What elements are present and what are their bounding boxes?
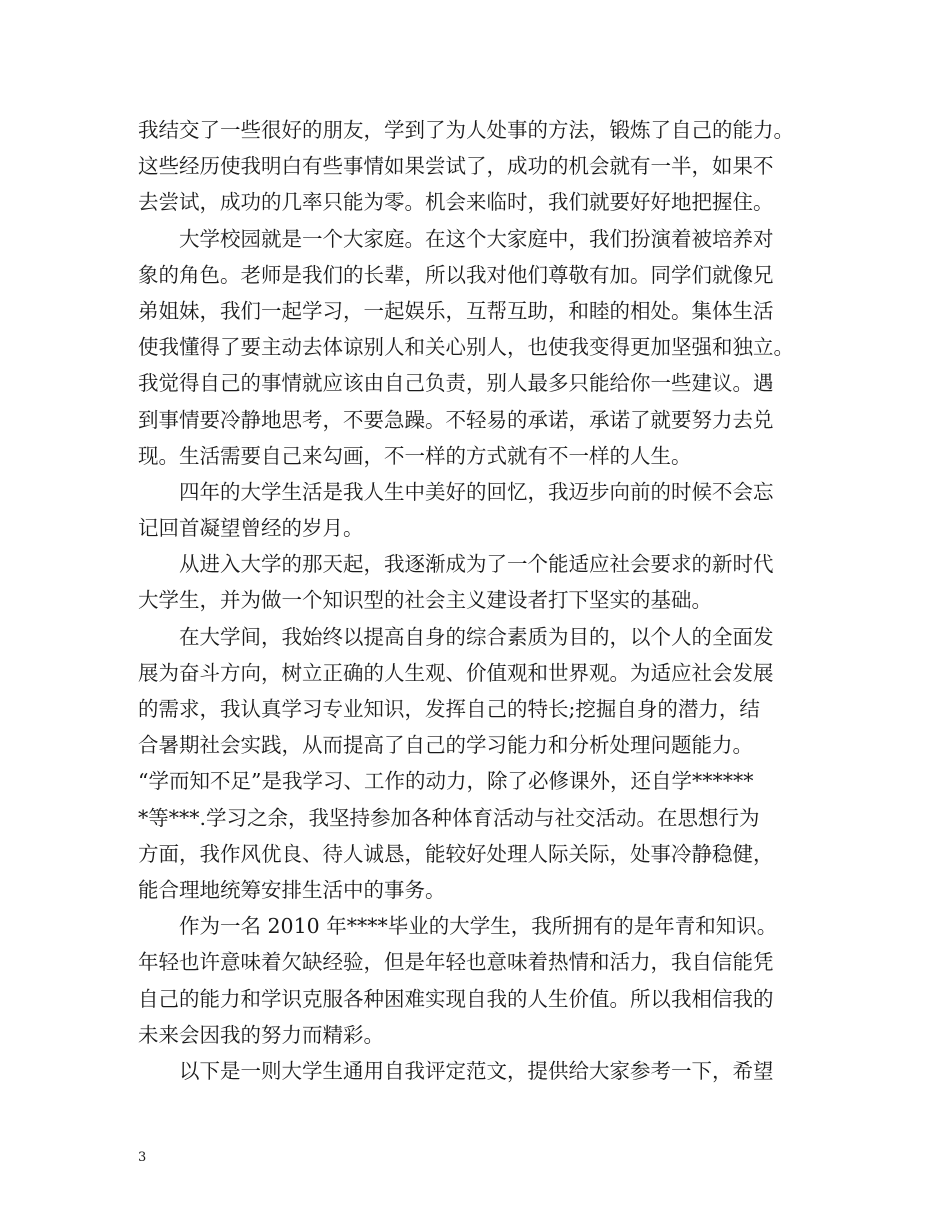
text-line: 到事情要冷静地思考，不要急躁。不轻易的承诺，承诺了就要努力去兑 [138,407,774,432]
text-line: 合暑期社会实践，从而提高了自己的学习能力和分析处理问题能力。 [138,733,753,758]
text-line: 我觉得自己的事情就应该由自己负责，别人最多只能给你一些建议。遇 [138,371,774,396]
text-line: 现。生活需要自己来勾画，不一样的方式就有不一样的人生。 [138,443,692,468]
text-line: 未来会因我的努力而精彩。 [138,1022,384,1047]
text-line: “学而知不足”是我学习、工作的动力，除了必修课外，还自学****** [138,769,754,794]
text-line: 能合理地统筹安排生活中的事务。 [138,877,446,902]
text-line: 去尝试，成功的几率只能为零。机会来临时，我们就要好好地把握住。 [138,190,774,215]
text-line: 在大学间，我始终以提高自身的综合素质为目的，以个人的全面发 [179,624,774,649]
text-line: 展为奋斗方向，树立正确的人生观、价值观和世界观。为适应社会发展 [138,660,774,685]
text-line: 作为一名 2010 年****毕业的大学生，我所拥有的是年青和知识。 [179,914,778,939]
text-line: 象的角色。老师是我们的长辈，所以我对他们尊敬有加。同学们就像兄 [138,262,774,287]
text-line: 这些经历使我明白有些事情如果尝试了，成功的机会就有一半，如果不 [138,154,774,179]
text-line: 的需求，我认真学习专业知识，发挥自己的特长;挖掘自身的潜力，结 [138,697,760,721]
text-line: 年轻也许意味着欠缺经验，但是年轻也意味着热情和活力，我自信能凭 [138,950,774,975]
text-line: 大学校园就是一个大家庭。在这个大家庭中，我们扮演着被培养对 [179,226,774,251]
text-line: 使我懂得了要主动去体谅别人和关心别人，也使我变得更加坚强和独立。 [138,335,794,360]
text-line: *等***.学习之余，我坚持参加各种体育活动与社交活动。在思想行为 [138,805,760,830]
text-line: 自己的能力和学识克服各种困难实现自我的人生价值。所以我相信我的 [138,986,774,1011]
text-line: 以下是一则大学生通用自我评定范文，提供给大家参考一下，希望 [179,1058,774,1083]
text-line: 大学生，并为做一个知识型的社会主义建设者打下坚实的基础。 [138,588,712,613]
text-line: 从进入大学的那天起，我逐渐成为了一个能适应社会要求的新时代 [179,552,774,577]
text-line: 四年的大学生活是我人生中美好的回忆，我迈步向前的时候不会忘 [179,479,774,504]
page-number: 3 [138,1150,147,1165]
document-body [138,112,828,1089]
text-line: 我结交了一些很好的朋友，学到了为人处事的方法，锻炼了自己的能力。 [138,118,794,142]
text-line: 方面，我作风优良、待人诚恳，能较好处理人际关际，处事冷静稳健， [138,841,774,866]
text-line: 记回首凝望曾经的岁月。 [138,516,364,541]
text-line: 弟姐妹，我们一起学习，一起娱乐，互帮互助，和睦的相处。集体生活 [138,298,774,323]
